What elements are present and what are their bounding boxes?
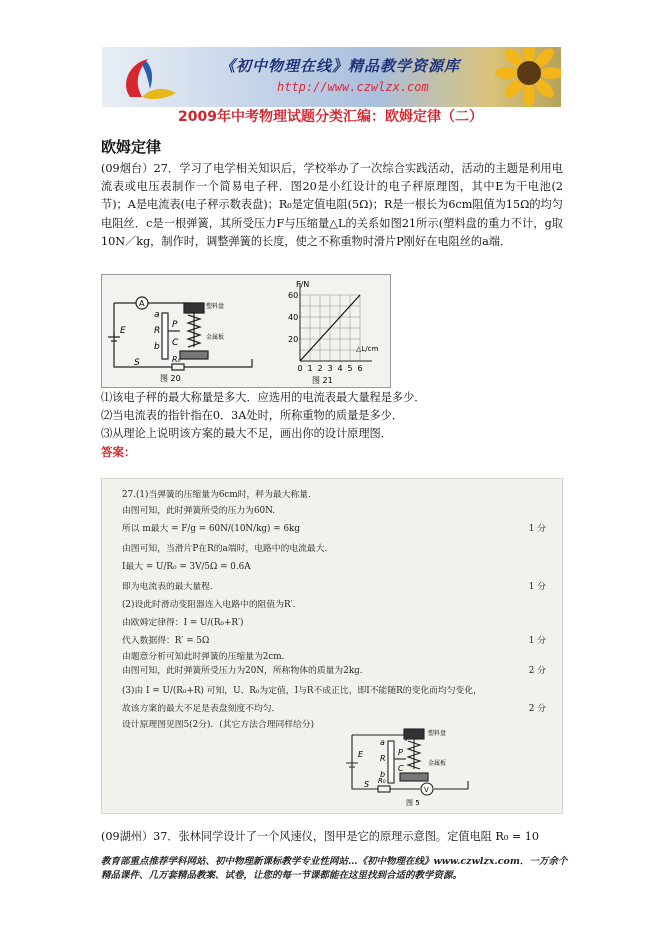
- solution-line: 由图可知，此时弹簧所受的压力为60N.: [122, 506, 276, 516]
- solution-line: (2)设此时滑动变阻器连入电路中的阻值为R′.: [122, 600, 296, 610]
- svg-text:V: V: [424, 786, 429, 794]
- solution-line: 由题意分析可知此时弹簧的压缩量为2cm.: [122, 652, 285, 662]
- question-2: ⑵当电流表的指针指在0．3A处时，所称重物的质量是多少．: [101, 409, 404, 422]
- header-banner: [102, 47, 561, 107]
- svg-text:C: C: [172, 338, 179, 348]
- y-tick-label: 60: [288, 291, 299, 300]
- svg-text:R: R: [380, 754, 386, 763]
- solution-line: 27.(1)当弹簧的压缩量为6cm时，秤为最大称量．: [122, 490, 317, 500]
- solution-line: (3)由 I = U/(R₀+R) 可知，U、R₀为定值，I与R不成正比，即I不能随R的变化而均匀变化，: [122, 686, 482, 696]
- solution-line: 由图可知，当滑片P在R的a端时，电路中的电流最大．: [122, 544, 334, 554]
- y-tick-label: 20: [288, 335, 299, 344]
- svg-text:b: b: [380, 770, 386, 779]
- x-tick-label: 4: [337, 364, 343, 373]
- solution-line: 所以 m最大 = F/g = 60N/(10N/kg) = 6kg: [122, 524, 301, 534]
- x-tick-label: 3: [327, 364, 333, 373]
- solution-line: 故该方案的最大不足是表盘刻度不均匀．: [122, 704, 281, 714]
- solution-line: 设计原理图见图5(2分)．(其它方法合理同样给分): [122, 720, 315, 730]
- solution-line: I最大 = U/R₀ = 3V/5Ω = 0.6A: [122, 562, 251, 572]
- section-heading: 欧姆定律: [101, 138, 162, 156]
- svg-text:b: b: [154, 342, 160, 352]
- score: 1 分: [528, 524, 546, 534]
- svg-text:R₀: R₀: [378, 777, 386, 785]
- svg-text:金属板: 金属板: [206, 334, 225, 341]
- figure-21-chart: [270, 275, 390, 387]
- solution-line: 由欧姆定律得：I = U/(R₀+R′): [122, 618, 244, 628]
- sunflower-icon: [479, 47, 561, 107]
- problem-text: (09烟台）27．学习了电学相关知识后，学校举办了一次综合实践活动，活动的主题是利用电流表或电压表制作一个简易电子秤．图20是小红设计的电子秤原理图，其中E为干电池(2节)；A是电流表(电子秤示数表盘)；R₀是定值电阻(5Ω)；R是一根长为6cm阻值为15Ω的均匀电阻丝．c是一根弹簧，其所受压力F与压缩量△L的关系如图21所示(塑料盘的重力不计，g取10N／kg，制作时，调整弹簧的长度，使之不称重物时滑片P刚好在电阻丝的a端．: [101, 162, 563, 248]
- score: 2 分: [528, 704, 546, 714]
- score: 1 分: [528, 636, 546, 646]
- x-tick-label: 0: [297, 364, 303, 373]
- solution-scan: [101, 478, 563, 814]
- svg-text:S: S: [364, 780, 370, 789]
- svg-text:R: R: [154, 326, 161, 336]
- figure-5-circuit: [342, 725, 502, 809]
- svg-text:C: C: [398, 764, 404, 773]
- y-tick-label: 40: [288, 313, 299, 322]
- x-tick-label: 2: [317, 364, 323, 373]
- svg-text:A: A: [139, 299, 145, 308]
- site-logo-icon: [112, 53, 184, 103]
- svg-text:E: E: [120, 326, 126, 336]
- fig5-caption: 图 5: [406, 799, 420, 807]
- svg-text:E: E: [358, 750, 364, 759]
- svg-text:S: S: [134, 358, 140, 368]
- svg-text:塑料盘: 塑料盘: [428, 730, 447, 737]
- x-tick-label: 1: [307, 364, 313, 373]
- figure-20-21: [101, 274, 391, 388]
- solution-line: 即为电流表的最大量程．: [122, 582, 219, 592]
- solution-line: 代入数据得：R′ = 5Ω: [122, 636, 210, 646]
- svg-text:金属板: 金属板: [428, 760, 447, 767]
- solution-line: 由图可知，此时弹簧所受压力为20N，所称物体的质量为2kg.: [122, 666, 363, 676]
- svg-text:R₀: R₀: [172, 355, 181, 364]
- question-1: ⑴该电子秤的最大称量是多大．应选用的电流表最大量程是多少．: [101, 391, 426, 404]
- fig21-caption: 图 21: [312, 376, 333, 385]
- banner-url[interactable]: http://www.czwlzx.com: [277, 80, 429, 94]
- score: 1 分: [528, 582, 546, 592]
- next-problem-text: (09湖州）37．张林同学设计了一个风速仪，图甲是它的原理示意图。定值电阻 R₀ = 10: [101, 830, 540, 843]
- fig20-caption: 图 20: [160, 374, 181, 383]
- answer-label: 答案：: [101, 445, 136, 459]
- svg-text:塑料盘: 塑料盘: [206, 303, 225, 310]
- banner-title: 《初中物理在线》精品教学资源库: [220, 57, 461, 75]
- svg-text:a: a: [380, 738, 385, 747]
- y-axis-label: F/N: [296, 280, 310, 289]
- svg-text:a: a: [154, 310, 160, 320]
- score: 2 分: [528, 666, 546, 676]
- svg-text:P: P: [398, 748, 403, 757]
- x-axis-label: △L/cm: [356, 345, 379, 353]
- question-3: ⑶从理论上说明该方案的最大不足，画出你的设计原理图．: [101, 427, 392, 440]
- page-title: 2009年中考物理试题分类汇编：欧姆定律（二）: [178, 109, 483, 125]
- x-tick-label: 5: [347, 364, 353, 373]
- svg-text:P: P: [172, 320, 178, 330]
- footer-note: 教育部重点推荐学科网站、初中物理新课标教学专业性网站…《初中物理在线》www.czwlzx.com．一万余个精品课件、几万套精品教案、试卷，让您的每一节课都能在这里找到合适的教学资源。: [101, 856, 568, 881]
- x-tick-label: 6: [357, 364, 363, 373]
